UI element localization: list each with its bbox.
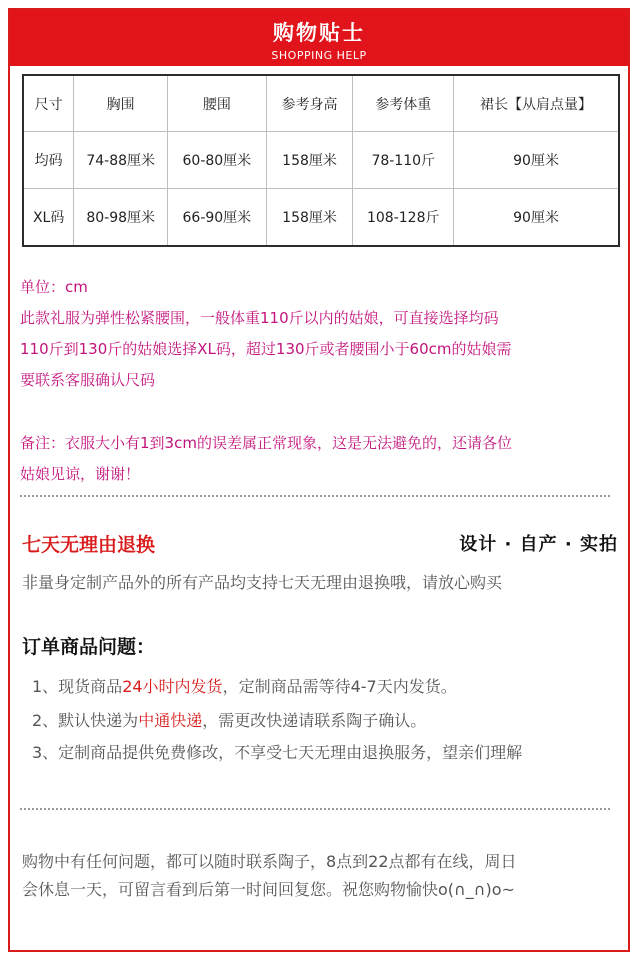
table-cell: 78-110斤 xyxy=(353,132,454,189)
returns-title: 七天无理由退换 xyxy=(22,534,156,556)
remark-line: 姑娘见谅，谢谢！ xyxy=(20,465,141,483)
table-cell: 80-98厘米 xyxy=(74,189,168,247)
table-cell: 108-128斤 xyxy=(353,189,454,247)
table-cell: 90厘米 xyxy=(454,189,619,247)
table-cell: XL码 xyxy=(23,189,74,247)
size-table xyxy=(22,74,620,247)
header-banner xyxy=(10,10,628,66)
table-cell: 66-90厘米 xyxy=(168,189,267,247)
dotted-divider xyxy=(20,495,610,497)
header-cell-waist: 腰围 xyxy=(168,75,267,132)
order-item-1 xyxy=(32,674,457,697)
table-row xyxy=(23,189,619,247)
unit-note: 单位：cm xyxy=(20,278,88,296)
footer-line: 购物中有任何问题，都可以随时联系陶子，8点到22点都有在线，周日 xyxy=(22,852,517,871)
size-note-line: 此款礼服为弹性松紧腰围，一般体重110斤以内的姑娘，可直接选择均码 xyxy=(20,309,499,327)
header-cell-length: 裙长【从肩点量】 xyxy=(454,75,619,132)
returns-description: 非量身定制产品外的所有产品均支持七天无理由退换哦，请放心购买 xyxy=(22,573,503,592)
order-item-highlight: 中通快递 xyxy=(138,711,203,730)
order-item-2 xyxy=(32,708,426,731)
order-item-text: 2、默认快递为 xyxy=(32,711,139,730)
remark-line: 备注：衣服大小有1到3cm的误差属正常现象，这是无法避免的，还请各位 xyxy=(20,434,512,452)
returns-tagline: 设计 · 自产 · 实拍 xyxy=(459,534,618,555)
order-item-text: ，需更改快递请联系陶子确认。 xyxy=(202,711,427,730)
dotted-divider xyxy=(20,808,610,810)
header-subtitle: SHOPPING HELP xyxy=(271,49,367,62)
table-cell: 均码 xyxy=(23,132,74,189)
header-title: 购物贴士 xyxy=(273,21,365,45)
header-cell-height: 参考身高 xyxy=(266,75,353,132)
table-cell: 158厘米 xyxy=(266,132,353,189)
order-item-highlight: 24小时内发货 xyxy=(122,677,223,696)
order-item-3: 3、定制商品提供免费修改，不享受七天无理由退换服务，望亲们理解 xyxy=(32,743,523,762)
footer-text xyxy=(22,848,614,904)
order-item-text: ，定制商品需等待4-7天内发货。 xyxy=(222,677,457,696)
table-row xyxy=(23,132,619,189)
table-cell: 90厘米 xyxy=(454,132,619,189)
header-cell-size: 尺寸 xyxy=(23,75,74,132)
table-cell: 74-88厘米 xyxy=(74,132,168,189)
header-cell-weight: 参考体重 xyxy=(353,75,454,132)
header-cell-bust: 胸围 xyxy=(74,75,168,132)
table-header-row xyxy=(23,75,619,132)
size-note-line: 要联系客服确认尺码 xyxy=(20,371,156,389)
table-cell: 158厘米 xyxy=(266,189,353,247)
order-item-text: 1、现货商品 xyxy=(32,677,123,696)
footer-line: 会休息一天，可留言看到后第一时间回复您。祝您购物愉快o(∩_∩)o~ xyxy=(22,880,515,899)
table-cell: 60-80厘米 xyxy=(168,132,267,189)
size-note-line: 110斤到130斤的姑娘选择XL码，超过130斤或者腰围小于60cm的姑娘需 xyxy=(20,340,512,358)
orders-title: 订单商品问题： xyxy=(22,636,156,658)
